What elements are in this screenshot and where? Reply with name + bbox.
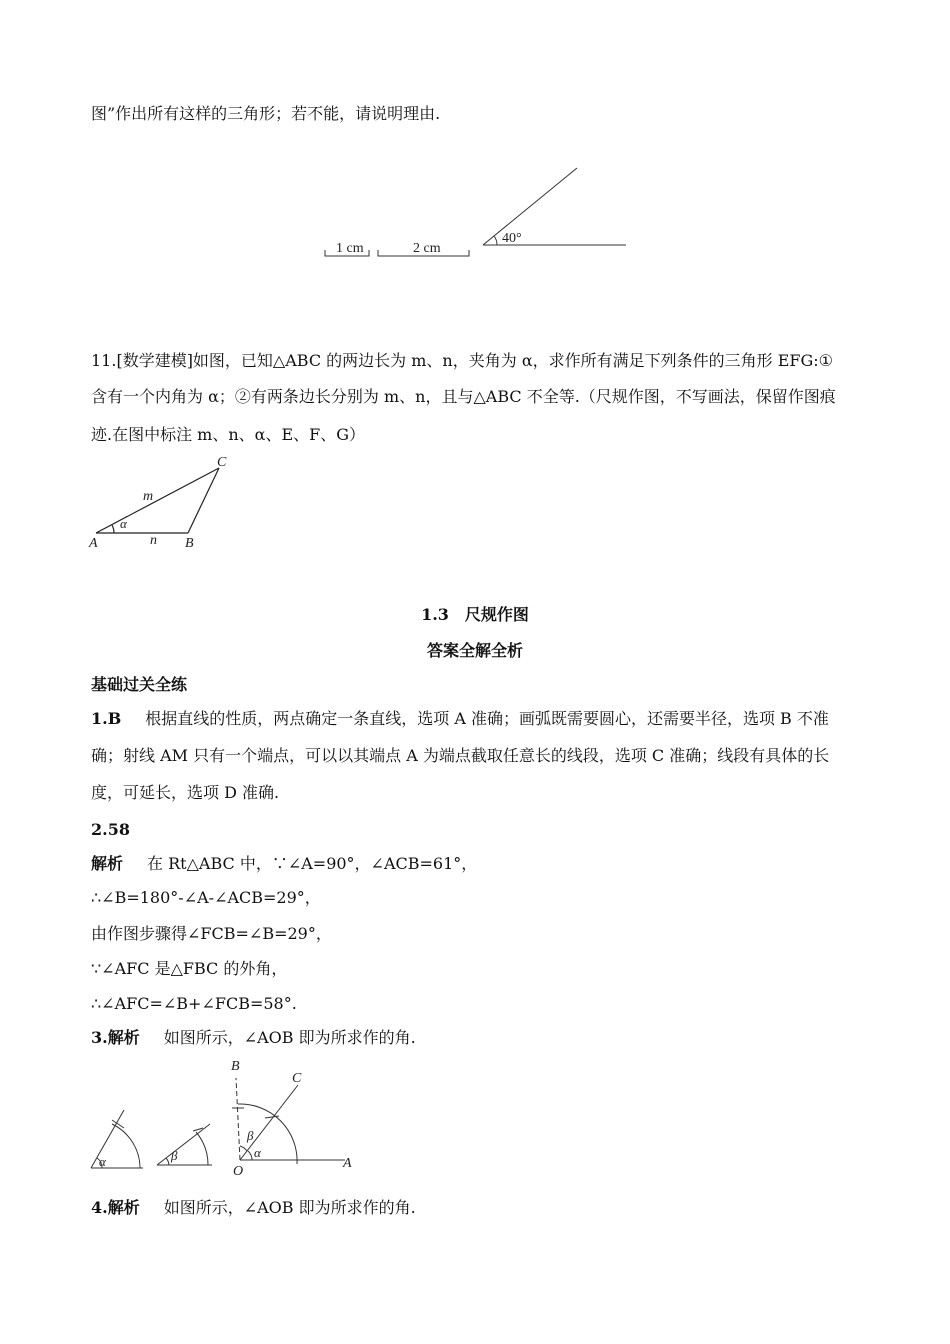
main-alpha-label: α	[254, 1145, 261, 1160]
fig1-alpha-label: α	[99, 1154, 106, 1169]
answer-4-line	[91, 1198, 416, 1218]
answer-1-line-3: 度，可延长，选项 D 准确.	[91, 783, 280, 802]
angle-40-label: 40°	[502, 231, 522, 246]
point-c-label: C	[292, 1071, 302, 1086]
point-a-label: A	[343, 1156, 352, 1171]
side-m-label: m	[143, 489, 154, 504]
q11-line-1: 11.[数学建模]如图，已知△ABC 的两边长为 m、n，夹角为 α，求作所有满足下列条件的三角形 EFG:①	[91, 351, 834, 370]
fig1-ray	[91, 1110, 124, 1168]
answer-2-line-3: 由作图步骤得∠FCB=∠B=29°，	[91, 924, 332, 943]
section-title: 1.3 尺规作图	[421, 605, 529, 624]
fig2-small-arc	[166, 1158, 169, 1165]
main-beta-label: β	[247, 1128, 254, 1143]
answer-2-line-4: ∵∠AFC 是△FBC 的外角，	[91, 959, 288, 978]
answer-4-text: 如图所示，∠AOB 即为所求作的角.	[163, 1198, 416, 1217]
vertex-c-label: C	[217, 455, 227, 470]
vertex-a-label: A	[89, 536, 98, 551]
answers-title: 答案全解全析	[426, 641, 523, 660]
answer-2-num: 2.58	[91, 820, 130, 839]
fig2-ray	[157, 1124, 210, 1165]
point-b-label: B	[231, 1059, 240, 1074]
answer-3-num: 3.解析	[91, 1028, 140, 1047]
answer-1-line-2: 确；射线 AM 只有一个端点，可以以其端点 A 为端点截取任意长的线段，选项 C 准确；线段有具体的长	[91, 746, 830, 765]
q11-line-3: 迹.在图中标注 m、n、α、E、F、G）	[91, 425, 366, 444]
ray-ob	[236, 1078, 240, 1160]
alpha-label: α	[120, 516, 127, 531]
answer-3-text: 如图所示，∠AOB 即为所求作的角.	[163, 1028, 416, 1047]
q11-line-2: 含有一个内角为 α；②有两条边长分别为 m、n，且与△ABC 不全等.（尺规作图，不写画法，保留作图痕	[91, 387, 836, 406]
point-o-label: O	[233, 1164, 244, 1179]
segment-1cm-label: 1 cm	[336, 241, 364, 256]
answer-1-num: 1.B	[91, 709, 122, 728]
fig1-arc	[112, 1124, 140, 1168]
answer-2-label: 解析	[91, 854, 124, 873]
alpha-arc-main	[248, 1151, 252, 1160]
beta-arc-main	[240, 1146, 247, 1151]
side-n-label: n	[150, 533, 157, 548]
answer-1-text-1: 根据直线的性质，两点确定一条直线，选项 A 准确；画弧既需要圆心，还需要半径，选项 B 不准	[145, 709, 829, 728]
vertex-b-label: B	[185, 536, 194, 551]
ray-oc	[240, 1085, 298, 1160]
answer-2-line-2: ∴∠B=180°-∠A-∠ACB=29°，	[91, 888, 321, 907]
basic-title: 基础过关全练	[91, 675, 188, 694]
answer-2-line-5: ∴∠AFC=∠B+∠FCB=58°.	[91, 994, 297, 1013]
answer-2-text-1: 在 Rt△ABC 中，∵∠A=90°，∠ACB=61°，	[147, 854, 478, 873]
segment-2cm-label: 2 cm	[413, 241, 441, 256]
intro-line: 图”作出所有这样的三角形；若不能，请说明理由.	[91, 104, 441, 123]
fig2-beta-label: β	[171, 1148, 178, 1163]
answer-4-num: 4.解析	[91, 1198, 140, 1217]
fig2-arc	[196, 1132, 208, 1165]
